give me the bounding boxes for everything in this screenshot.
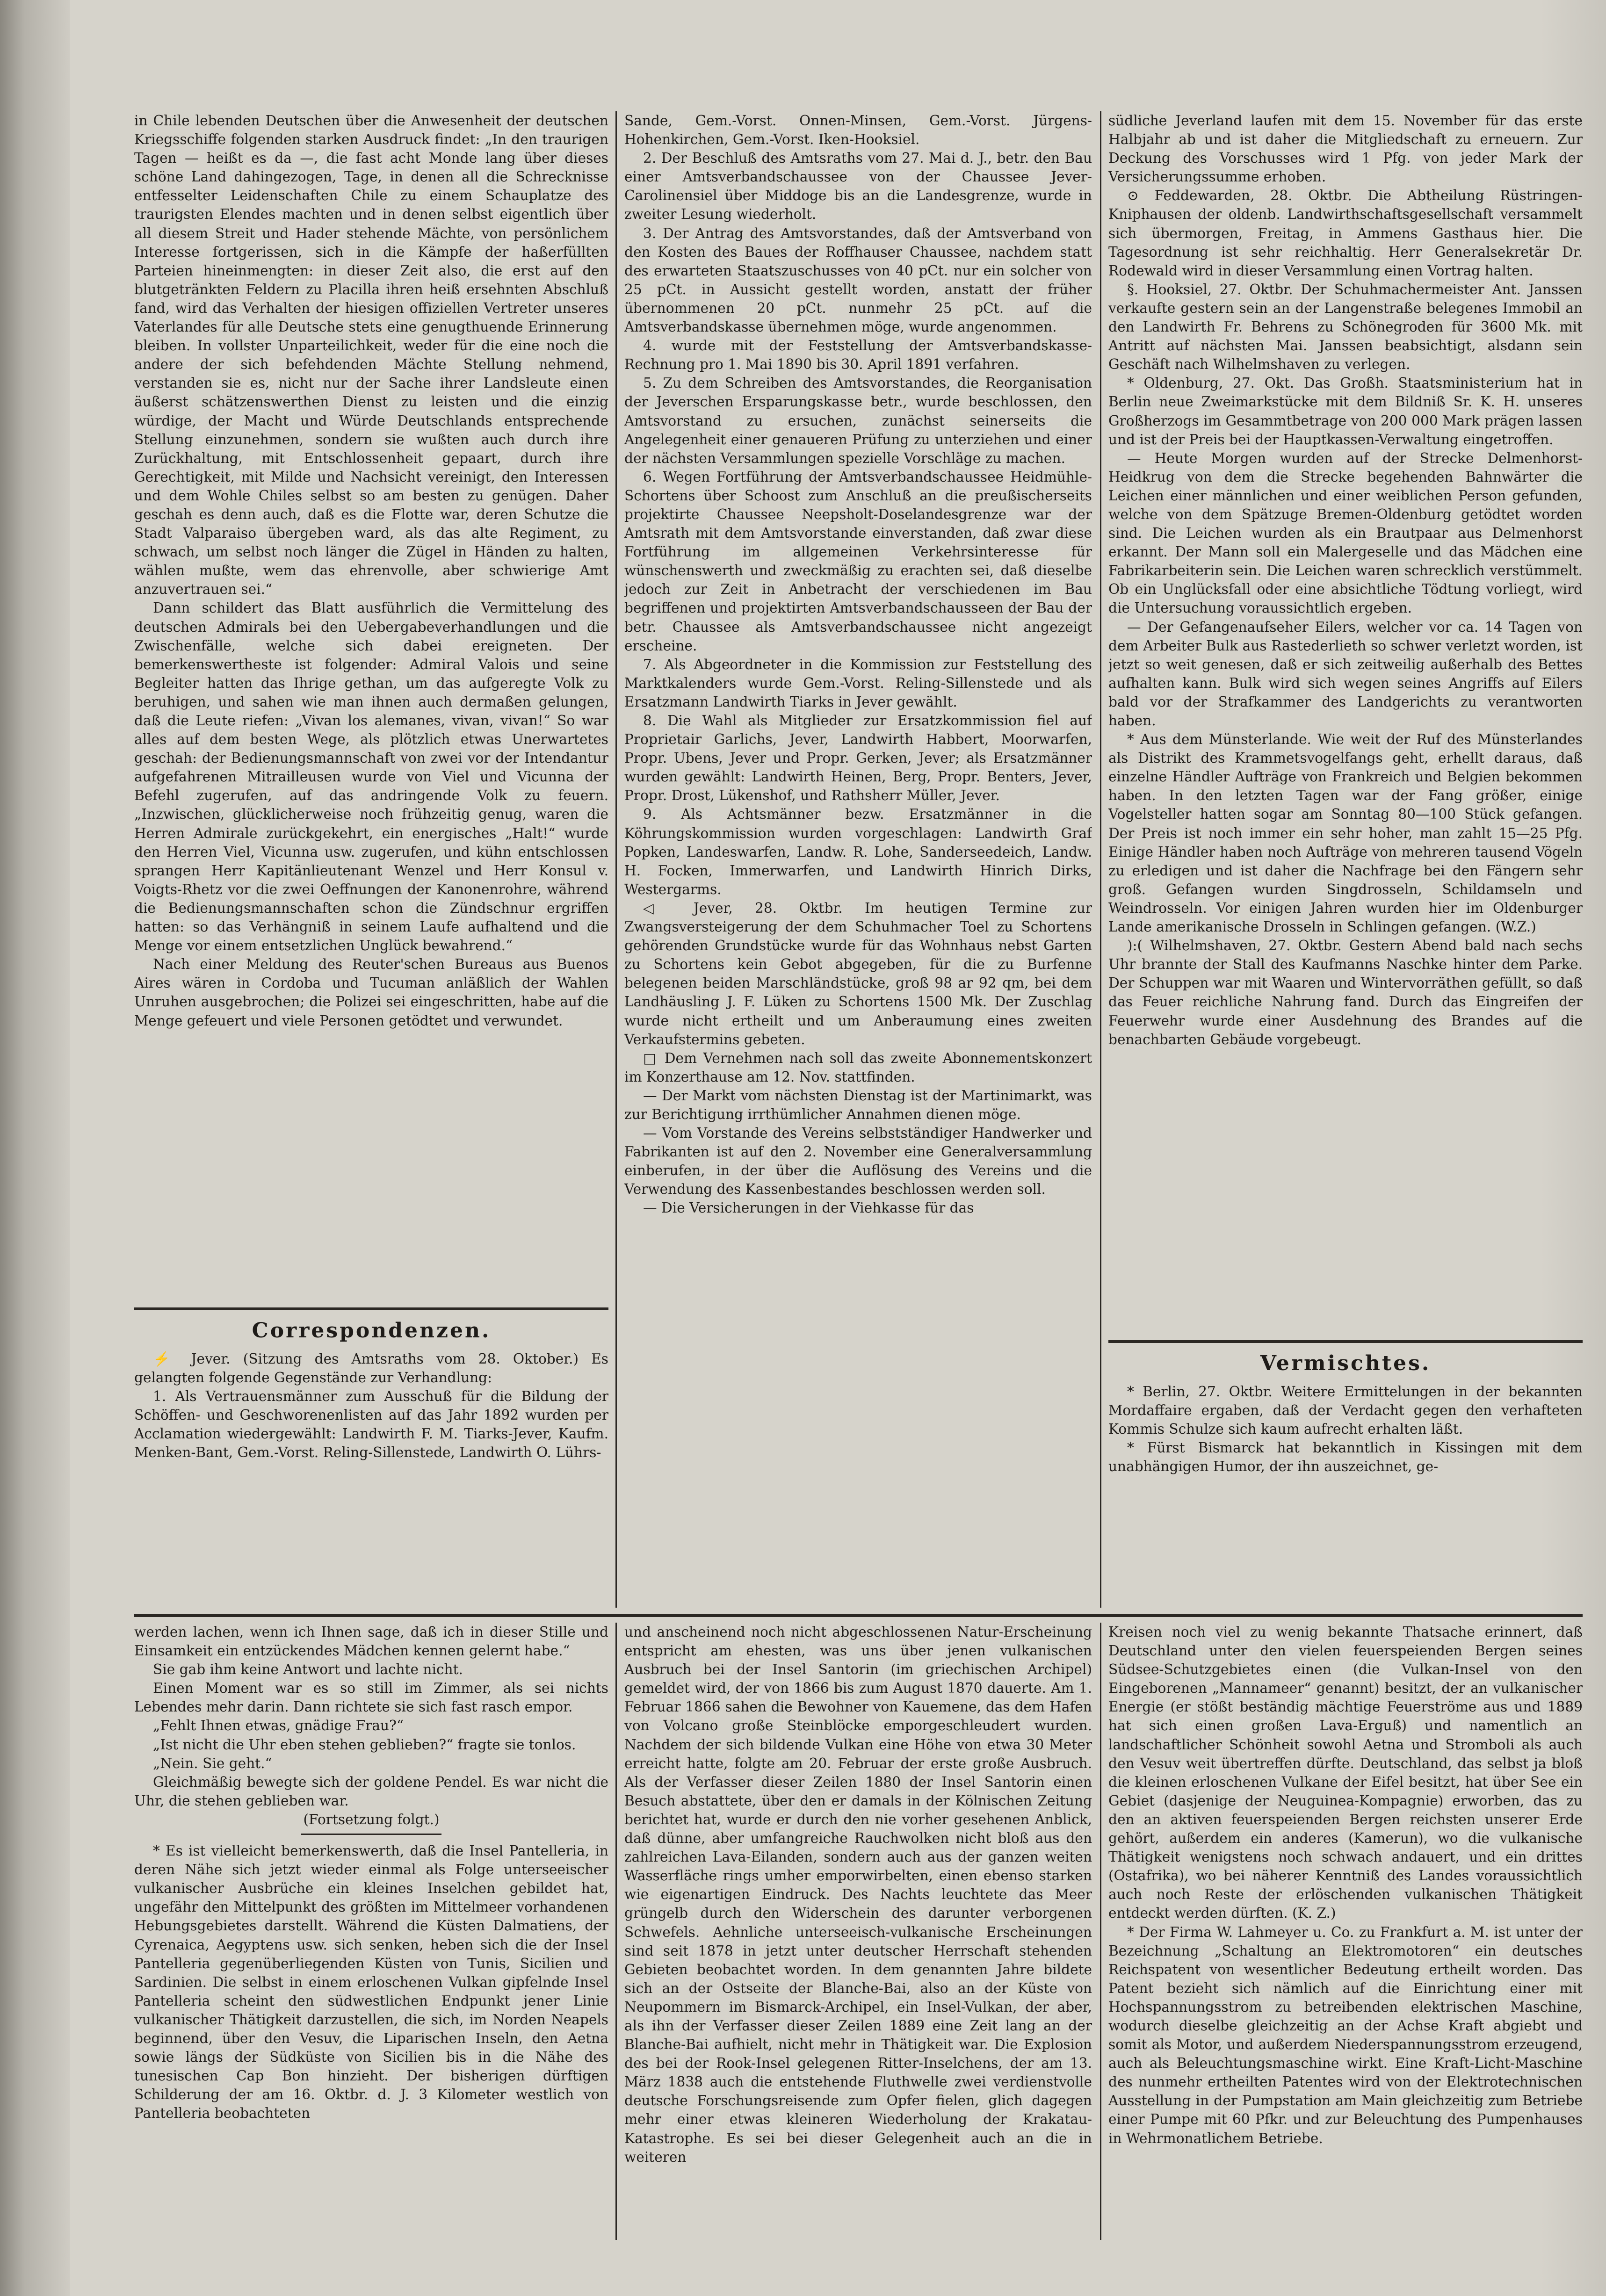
col2-item-1: 2. Der Beschluß des Amtsraths vom 27. Mai d. J., betr. den Bau einer Amtsverbandschaussee von der Chaussee Jever-Carolinensiel über Middoge bis an die Landesgrenze, wurde in zweiter Lesung wiederholt.: [624, 150, 1092, 223]
column-3-top: [1108, 111, 1583, 1336]
novel-line-5: „Nein. Sie geht.“: [153, 1755, 272, 1771]
column-3-bottom: [1108, 1623, 1583, 2240]
verm-bismarck: * Fürst Bismarck hat bekanntlich in Kissingen mit dem unabhängigen Humor, der ihn auszeichnet, ge-: [1108, 1440, 1583, 1475]
article-buenos-aires: Nach einer Meldung des Reuter'schen Bureaus aus Buenos Aires wären in Cordoba und Tucuman anläßlich der Wahlen Unruhen ausgebrochen; die Polizei sei eingeschritten, habe auf die Menge gefeuert und viele Personen getödtet und verwundet.: [134, 956, 608, 1029]
section-rule: [1108, 1340, 1583, 1343]
pantelleria-article: * Es ist vielleicht bemerkenswerth, daß die Insel Pantelleria, in deren Nähe sich jetzt wieder einmal als Folge unterseeischer vulkanischer Ausbrüche ein kleines Inselchen gebildet hat, ungefähr den Mittelpunkt des größten im Mittelmeer vorhandenen Hebungsgebietes darstellt. Während die Küsten Dalmatiens, der Cyrenaica, Aegyptens usw. sich senken, heben sich die der Insel Pantelleria gegenüberliegenden Küsten von Tunis, Sicilien und Sardinien. Die selbst in einem erloschenen Vulkan gipfelnde Insel Pantelleria scheint den südwestlichen Endpunkt jener Linie vulkanischer Thätigkeit darzustellen, die sich, im Norden Neapels beginnend, über den Vesuv, die Liparischen Inseln, den Aetna sowie längs der Südküste von Sicilien bis in die Nähe des tunesischen Cap Bon hinzieht. Der bisherigen dürftigen Schilderung der am 16. Oktbr. d. J. 3 Kilometer westlich von Pantelleria beobachteten: [134, 1843, 608, 2122]
article-chile-quote: in Chile lebenden Deutschen über die Anwesenheit der deutschen Kriegsschiffe folgenden starken Ausdruck findet: „In den traurigen Tagen — heißt es da —, die fast acht Monde lang über dieses schöne Land dahingezogen, Tage, in denen all die Schrecknisse entfesselter Leidenschaften Chile zu einem Schauplatze des traurigsten Elendes machten und in denen selbst eigentlich über all diesem Streit und Hader stehende Mächte, von persönlichem Interesse fortgerissen, sich in die Kämpfe der haßerfüllten Parteien hineinmengten: in dieser Zeit also, die erst auf den blutgetränkten Feldern zu Placilla ihren heiß ersehnten Abschluß fand, wird das Verhalten der hiesigen offiziellen Vertreter unseres Vaterlandes für alle Deutsche stets eine genugthuende Erinnerung bleiben. In vollster Unparteilichkeit, weder für die eine noch die andere der sich befehdenden Mächte Stellung nehmend, verstanden sie es, nicht nur der Sache ihrer Landsleute einen äußerst schätzenswerthen Dienst zu leisten und die einzig würdige, der Macht und Würde Deutschlands entsprechende Stellung einzunehmen, sondern sie wußten auch durch ihre Zurückhaltung, mit Entschlossenheit gepaart, durch ihre Gerechtigkeit, mit Milde und Nachsicht vereinigt, den Interessen und dem Wohle Chiles selbst so am besten zu genügen. Daher geschah es denn auch, daß es die Flotte war, deren Schutze die Stadt Valparaiso übergeben ward, als das alte Regiment, zu schwach, um selbst noch länger die Zügel in Händen zu halten, wählen mußte, wem das ehrenvolle, aber schwierige Amt anzuvertrauen sei.“: [134, 113, 608, 598]
jever-amtsrath-item-1: 1. Als Vertrauensmänner zum Ausschuß für die Bildung der Schöffen- und Geschworenenlisten auf das Jahr 1892 wurden per Acclamation wiedergewählt: Landwirth F. M. Tiarks-Jever, Kaufm. Menken-Bant, Gem.-Vorst. Reling-Sillenstede, Landwirth O. Lührs-: [134, 1388, 608, 1461]
col3-delmenhorst: — Heute Morgen wurden auf der Strecke Delmenhorst-Heidkrug von dem die Strecke begehenden Bahnwärter die Leichen einer männlichen und einer weiblichen Person gefunden, welche von dem Spätzuge Bremen-Oldenburg getödtet worden sind. Die Leichen wurden als ein Brautpaar aus Delmenhorst erkannt. Der Mann soll ein Malergeselle und das Mädchen eine Fabrikarbeiterin sein. Die Leichen waren schrecklich verstümmelt. Ob ein Unglücksfall oder eine absichtliche Tödtung vorliegt, wird die Untersuchung voraussichtlich ergeben.: [1108, 450, 1583, 616]
col2-item-7: 8. Die Wahl als Mitglieder zur Ersatzkommission fiel auf Proprietair Garlichs, Jever, Landwirth Habbert, Moorwarfen, Propr. Ubens, Jever und Propr. Gerken, Jever; als Ersatzmänner wurden gewählt: Landwirth Heinen, Berg, Propr. Benters, Jever, Propr. Drost, Lükenshof, und Rathsherr Müller, Jever.: [624, 713, 1092, 804]
column-1-correspondence: [134, 1313, 608, 1605]
correspondence-heading: Correspondenzen.: [252, 1319, 491, 1343]
column-rule: [1100, 1623, 1101, 2240]
col2-item-6: 7. Als Abgeordneter in die Kommission zur Feststellung des Marktkalenders wurde Gem.-Vorst. Reling-Sillenstede und als Ersatzmann Landwirth Tiarks in Jever gewählt.: [624, 656, 1092, 710]
col3-eilers: — Der Gefangenaufseher Eilers, welcher vor ca. 14 Tagen von dem Arbeiter Bulk aus Rastederlieth so schwer verletzt worden, ist jetzt so weit genesen, daß er sich zeitweilig außerhalb des Bettes aufhalten kann. Bulk wird sich wegen seines Angriffs auf Eilers bald vor der Strafkammer des Landgerichts zu verantworten haben.: [1108, 619, 1583, 729]
col3-wilhelmshaven: ):( Wilhelmshaven, 27. Oktbr. Gestern Abend bald nach sechs Uhr brannte der Stall des Kaufmanns Naschke hinter dem Parke. Der Schuppen war mit Waaren und Wintervorräthen gefüllt, so daß das Feuer reichliche Nahrung fand. Durch das Eingreifen der Feuerwehr wurde einer Ausdehnung des Brandes auf die benachbarten Gebäude vorgebeugt.: [1108, 938, 1583, 1047]
col2-item-12: — Vom Vorstande des Vereins selbstständiger Handwerker und Fabrikanten ist auf den 2. November eine Generalversammlung einberufen, in der über die Auflösung des Vereins und die Verwendung des Kassenbestandes beschlossen werden soll.: [624, 1125, 1092, 1198]
vulkan-article: Kreisen noch viel zu wenig bekannte Thatsache erinnert, daß Deutschland unter den vielen feuerspeienden Bergen seines Südsee-Schutzgebietes einen (die Vulkan-Insel von den Eingeborenen „Mannameer“ genannt) besitzt, der an vulkanischer Energie (er stößt beständig mächtige Feuerströme aus und 1889 hat sich einen großen Lava-Erguß) und namentlich an landschaftlicher Schönheit sowohl Aetna und Stromboli als auch den Vesuv weit übertreffen dürfte. Deutschland, das selbst ja bloß die kleinen erloschenen Vulkane der Eifel besitzt, hat über See ein Gebiet (dasjenige der Neuguinea-Kompagnie) erworben, das zu den an aktiven feuerspeienden Bergen reichsten unserer Erde gehört, außerdem ein anderes (Kamerun), wo die vulkanische Thätigkeit wenigstens noch schwach andauert, und ein drittes (Ostafrika), wo bei näherer Kenntniß des Landes voraussichtlich auch noch Reste der erlöschenden vulkanischen Thätigkeit entdeckt werden dürften. (K. Z.): [1108, 1624, 1583, 1921]
vermischtes-heading: Vermischtes.: [1260, 1351, 1431, 1375]
jever-amtsrath-intro: ⚡ Jever. (Sitzung des Amtsraths vom 28. Oktober.) Es gelangten folgende Gegenstände zur Verhandlung:: [134, 1351, 608, 1386]
article-chile-admiral: Dann schildert das Blatt ausführlich die Vermittelung des deutschen Admirals bei den Uebergabeverhandlungen und die Zwischenfälle, welche sich dabei ereigneten. Der bemerkenswertheste ist folgender: Admiral Valois und seine Begleiter hatten das Ihrige gethan, um das aufgeregte Volk zu beruhigen, und sahen wie man ihnen auch dermaßen gelungen, daß die Leute riefen: „Vivan los alemanes, vivan, vivan!“ So war alles auf dem besten Wege, als plötzlich etwas Unerwartetes geschah: der Bedienungsmannschaft von zwei vor der Intendantur aufgefahrenen Mitrailleusen wurde von Viel und Vicunna der Befehl zugerufen, auf das andringende Volk zu feuern. „Inzwischen, glücklicherweise noch frühzeitig genug, waren die Herren Admirale zurückgekehrt, ein energisches „Halt!“ wurde den Herren Viel, Vicunna usw. zugerufen, und kühn entschlossen sprangen Herr Kapitänlieutenant Wenzel und Herr Konsul v. Voigts-Rhetz vor die zwei Oeffnungen der Kanonenrohre, während die Bedienungsmannschaften schon die Zündschnur ergriffen hatten: so das Verhängniß in seinem Laufe aufhaltend und die Menge vor einem entsetzlichen Unglück bewahrend.“: [134, 600, 608, 954]
short-rule: [301, 1834, 441, 1835]
novel-line-0: werden lachen, wenn ich Ihnen sage, daß ich in dieser Stille und Einsamkeit ein entzückendes Mädchen kennen gelernt habe.“: [134, 1624, 608, 1659]
column-1-bottom: [134, 1623, 608, 2240]
col3-oldenburg: * Oldenburg, 27. Okt. Das Großh. Staatsministerium hat in Berlin neue Zweimarkstücke mit dem Bildniß Sr. K. H. unseres Großherzogs im Gesammtbetrage von 200 000 Mark prägen lassen und ist der Preis bei der Hauptkassen-Verwaltung eingetroffen.: [1108, 375, 1583, 448]
col2-item-10: □ Dem Vernehmen nach soll das zweite Abonnementskonzert im Konzerthause am 12. Nov. stattfinden.: [624, 1050, 1092, 1085]
col2-item-4: 5. Zu dem Schreiben des Amtsvorstandes, die Reorganisation der Jeverschen Ersparungskasse betr., wurde beschlossen, den Amtsvorstand zu ersuchen, zunächst seinerseits die Angelegenheit einer genaueren Prüfung zu unterziehen und einer der nächsten Versammlungen spezielle Vorschläge zu machen.: [624, 375, 1092, 466]
continuation-note: (Fortsetzung folgt.): [303, 1811, 440, 1827]
col2-item-8: 9. Als Achtsmänner bezw. Ersatzmänner in die Köhrungskommission wurden vorgeschlagen: Landwirth Graf Popken, Landeswarfen, Landw. R. Lohe, Sanderseedeich, Landw. H. Focken, Immerwarfen, und Landwirth Hinrich Dirks, Westergarms.: [624, 806, 1092, 897]
binding-spine: [0, 0, 70, 2296]
col3-feddewarden: ⊙ Feddewarden, 28. Oktbr. Die Abtheilung Rüstringen-Kniphausen der oldenb. Landwirthschaftsgesellschaft versammelt sich übermorgen, Freitag, in Ammens Gasthaus hier. Die Tagesordnung ist sehr reichhaltig. Herr Generalsekretär Dr. Rodewald wird in dieser Versammlung einen Vortrag halten.: [1108, 188, 1583, 279]
lahmeyer-patent-article: * Der Firma W. Lahmeyer u. Co. zu Frankfurt a. M. ist unter der Bezeichnung „Schaltung an Elektromotoren“ ein deutsches Reichspatent von wesentlicher Bedeutung ertheilt worden. Das Patent bezieht sich nämlich auf die Einrichtung einer mit Hochspannungsstrom zu betreibenden elektrischen Maschine, wodurch dieselbe gleichzeitig an der Achse Kraft abgiebt und somit als Motor, und außerdem Niederspannungsstrom erzeugend, auch als Beleuchtungsmaschine wirkt. Eine Kraft-Licht-Maschine des nunmehr ertheilten Patentes wird von der Elektrotechnischen Ausstellung in der Pumpstation am Main gleichzeitig zum Betriebe einer Pumpe mit 60 Pfkr. und zur Beleuchtung des Pumpenhauses in Wehrmonatlichem Betriebe.: [1108, 1924, 1583, 2146]
col3-hooksiel: §. Hooksiel, 27. Oktbr. Der Schuhmachermeister Ant. Janssen verkaufte gestern sein an der Langenstraße belegenes Immobil an den Landwirth Fr. Behrens zu Schönegroden für 3600 Mk. mit Antritt auf nächsten Mai. Janssen beabsichtigt, alsdann sein Geschäft nach Wilhelmshaven zu verlegen.: [1108, 281, 1583, 373]
santorin-article: und anscheinend noch nicht abgeschlossenen Natur-Erscheinung entspricht am ehesten, was uns über jenen vulkanischen Ausbruch bei der Insel Santorin (im griechischen Archipel) gemeldet wird, der von 1866 bis zum August 1870 dauerte. Am 1. Februar 1866 sahen die Bewohner von Kauemene, das dem Hafen von Volcano große Steinblöcke emporgeschleudert wurden. Nachdem der sich bildende Vulkan eine Höhe von etwa 30 Meter erreicht hatte, folgte am 20. Februar der erste große Ausbruch. Als der Verfasser dieser Zeilen 1880 der Insel Santorin einen Besuch abstattete, über den er damals in der Kölnischen Zeitung berichtet hat, wurde er durch den nie vorher gesehenen Anblick, daß dünne, aber umfangreiche Rauchwolken nicht bloß aus den zahlreichen Lava-Eilanden, sondern auch aus der ganzen weiten Wasserfläche rings umher emporwirbelten, einen ebenso starken wie eigenartigen Eindruck. Des Nachts leuchtete das Meer grüngelb durch den Widerschein des darunter verborgenen Schwefels. Aehnliche unterseeisch-vulkanische Erscheinungen sind seit 1878 in jetzt unter deutscher Herrschaft stehenden Gebieten beobachtet worden. In dem genannten Jahre bildete sich an der Ostseite der Blanche-Bai, also an der Küste von Neupommern im Bismarck-Archipel, ein Insel-Vulkan, der aber, als ihn der Verfasser dieser Zeilen 1889 eine Zeit lang an der Blanche-Bai aufhielt, nicht mehr in Thätigkeit war. Die Explosion des bei der Rook-Insel gelegenen Ritter-Inselchens, der am 13. März 1838 auch die entstehende Fluthwelle zwei verdienstvolle deutsche Forschungsreisende zum Opfer fielen, glich dagegen mehr einer etwas kleineren Wiederholung der Krakatau-Katastrophe. Es sei bei dieser Gelegenheit auch an die in weiteren: [624, 1624, 1092, 2165]
col3-muensterlande: * Aus dem Münsterlande. Wie weit der Ruf des Münsterlandes als Distrikt des Krammetsvogelfangs geht, erhellt daraus, daß einzelne Händler Aufträge von Frankreich und Belgien bekommen haben. In den letzten Tagen war der Fang größer, einige Vogelsteller hatten sogar am Sonntag 80—100 Stück gefangen. Der Preis ist noch immer ein sehr hoher, man zahlt 15—25 Pfg. Einige Händler haben noch Aufträge von mehreren tausend Vögeln zu erledigen und ist daher die Nachfrage bei den Fängern sehr groß. Gefangen wurden Singdrosseln, Schildamseln und Weindrosseln. Vor einigen Jahren wurden hier im Oldenburger Lande amerikanische Drosseln in Schlingen gefangen. (W.Z.): [1108, 731, 1583, 935]
novel-line-6: Gleichmäßig bewegte sich der goldene Pendel. Es war nicht die Uhr, die stehen geblieben war.: [134, 1774, 608, 1809]
novel-line-1: Sie gab ihm keine Antwort und lachte nicht.: [153, 1661, 463, 1678]
col2-item-9: ◁ Jever, 28. Oktbr. Im heutigen Termine zur Zwangsversteigerung der dem Schuhmacher Toel zu Schortens gehörenden Grundstücke wurde für das Wohnhaus nebst Garten zu Schortens kein Gebot abgegeben, für die zu Burfenne belegenen beiden Marschländstücke, groß 98 ar 92 qm, bei dem Landhäusling J. F. Lüken zu Schortens 1500 Mk. Der Zuschlag wurde nicht ertheilt und um Anberaumung eines zweiten Verkaufstermins gebeten.: [624, 900, 1092, 1047]
section-rule: [134, 1307, 608, 1310]
novel-line-2: Einen Moment war es so still im Zimmer, als sei nichts Lebendes mehr darin. Dann richtete sie sich fast rasch empor.: [134, 1680, 608, 1715]
col2-item-11: — Der Markt vom nächsten Dienstag ist der Martinimarkt, was zur Berichtigung irrthümlicher Annahmen dienen möge.: [624, 1087, 1092, 1122]
novel-line-3: „Fehlt Ihnen etwas, gnädige Frau?“: [153, 1718, 404, 1734]
col2-item-13: — Die Versicherungen in der Viehkasse für das: [643, 1200, 974, 1216]
column-1-top: [134, 111, 608, 1303]
col2-item-5: 6. Wegen Fortführung der Amtsverbandschaussee Heidmühle-Schortens über Schoost zum Anschluß an die preußischerseits projektirte Chaussee Neepsholt-Doselandesgrenze war der Amtsrath mit dem Amtsvorstande einverstanden, daß zwar diese Fortführung im allgemeinen Verkehrsinteresse für wünschenswerth und zweckmäßig zu erachten sei, daß dieselbe jedoch zur Zeit in Anbetracht der verschiedenen im Bau begriffenen und projektirten Amtsverbandschausseen der Bau der betr. Chaussee als Amtsverbandschaussee nicht angezeigt erscheine.: [624, 469, 1092, 654]
verm-berlin: * Berlin, 27. Oktbr. Weitere Ermittelungen in der bekannten Mordaffaire ergaben, daß der Verdacht gegen den verhafteten Kommis Schulze sich kaum aufrecht erhalten läßt.: [1108, 1384, 1583, 1437]
feuilleton-separator: [134, 1614, 1583, 1617]
col2-item-3: 4. wurde mit der Feststellung der Amtsverbandskasse-Rechnung pro 1. Mai 1890 bis 30. April 1891 verfahren.: [624, 338, 1092, 373]
column-3-vermischtes: [1108, 1346, 1583, 1605]
col2-item-2: 3. Der Antrag des Amtsvorstandes, daß der Amtsverband von den Kosten des Baues der Roffhauser Chaussee, nachdem statt des erwarteten Staatszuschusses von 40 pCt. nur ein solcher von 25 pCt. in Aussicht gestellt worden, anstatt der früher übernommenen 20 pCt. nunmehr 25 pCt. auf die Amtsverbandskasse übernehmen möge, wurde angenommen.: [624, 225, 1092, 335]
column-rule: [1100, 111, 1101, 1608]
column-2-bottom: [624, 1623, 1092, 2240]
col3-item-0: südliche Jeverland laufen mit dem 15. November für das erste Halbjahr ab und ist daher die Mitgliedschaft zu erneuern. Zur Deckung des Vorschusses wird 1 Pfg. von jeder Mark der Versicherungssumme erhoben.: [1108, 113, 1583, 185]
column-rule: [615, 111, 617, 1608]
column-2-top: [624, 111, 1092, 1605]
col2-item-0: Sande, Gem.-Vorst. Onnen-Minsen, Gem.-Vorst. Jürgens-Hohenkirchen, Gem.-Vorst. Iken-Hooksiel.: [624, 113, 1092, 148]
column-rule: [615, 1623, 617, 2240]
novel-line-4: „Ist nicht die Uhr eben stehen geblieben?“ fragte sie tonlos.: [153, 1736, 576, 1753]
